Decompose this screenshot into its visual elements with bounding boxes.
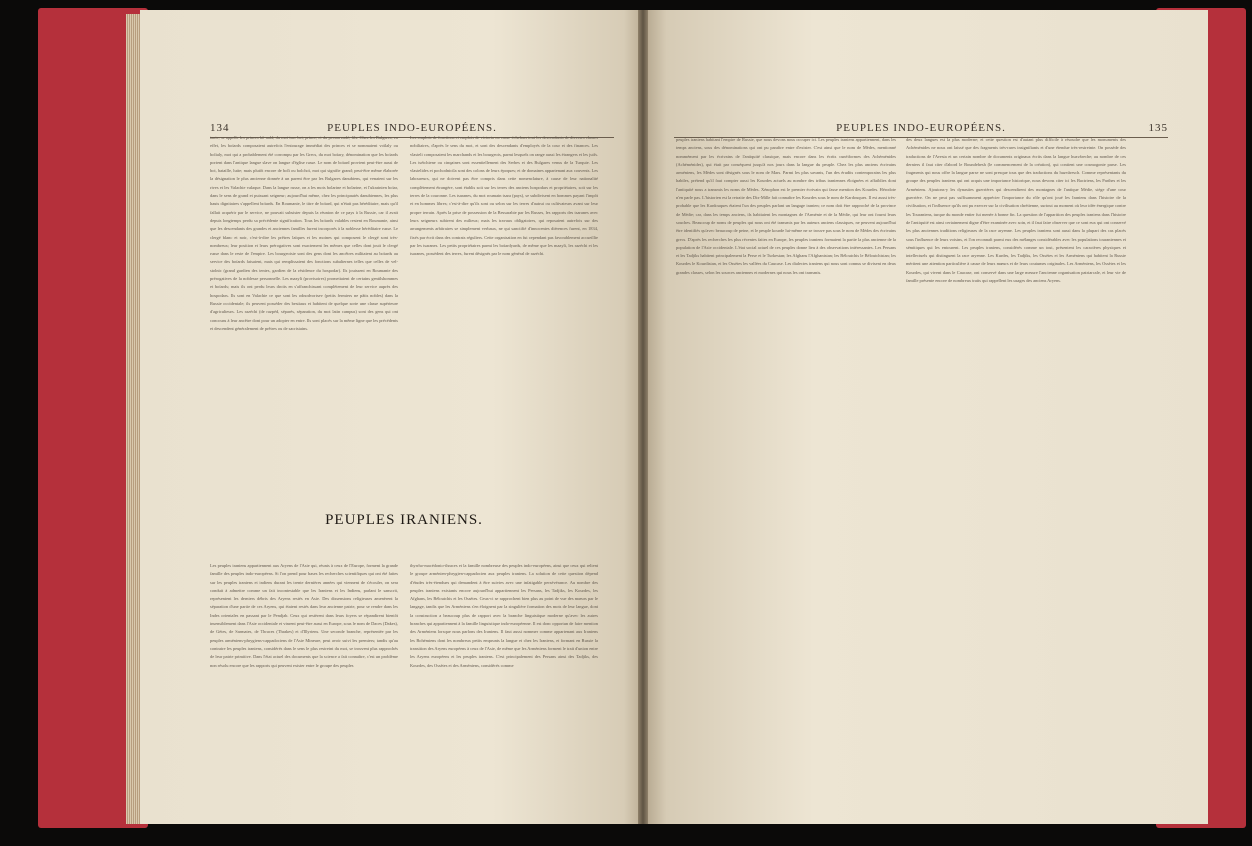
left-col1-bottom-text: Les peuples iraniens appartiennent aux Aryens de l'Asie qui, réunis à ceux de l'Europe, forment la grande famille des peuples indo-européens. Si l'on prend pour bases les recherches scientifiques qui ont été faites sur les peuples iraniens et indiens durant les trente dernières années qui viennent de s'écouler, on sera conduit à admettre comme un fait incontestable que les Iraniens et les Indiens, parlant le sanscrit, représentent les derniers débris des Aryens restés en Asie. Des dissensions religieuses amenèrent la séparation d'une partie de ces Aryens, qui étaient restés dans leur ancienne patrie, pour se rendre dans les Indes orientales en passant par le Pendjab. Ceux qui restèrent dans leurs foyers se répandirent bientôt insensiblement dans l'Asie occidentale et vinrent peut-être aussi en Europe, sous le nom de Daces (Dakes), de Gètes, de Sarmates, de Thraces (Thrakes) et d'Illyriens. Une seconde branche, représentée par les peuples arméniens-phrygiens-cappadociens de l'Asie Mineure, peut avoir suivi les premiers; tandis qu'au contraire les peuples iraniens, considérés dans le sens le plus restreint du mot, se trouvent plus rapprochés de leur patrie primitive. Dans l'état actuel des documents que la science a fait connaître, c'est un problème non résolu encore que les rapports qui peuvent exister entre le groupe des peuples [210,563,398,668]
page-number-left: 134 [210,122,230,134]
running-title-right: PEUPLES INDO-EUROPÉENS. [836,122,1006,134]
book-gutter [638,10,648,824]
running-title-left: PEUPLES INDO-EUROPÉENS. [327,122,497,134]
left-col2-bottom-text: thyrrho-macédonio-thraces et la famille nombreuse des peuples indo-européens, ainsi que ceux qui relient le groupe arménien-phrygien-cappadocien aux peuples iraniens. La solution de cette question dépend d'études très-étendues qui demandent à être suivies avec une infatigable persévérance. Au nombre des peuples iraniens existants encore aujourd'hui appartiennent les Persans, les Tadjiks, les Kourdes, les Afghans, les Béloutchis et les Ossètes. Ceux-ci se rapprochent bien plus au point de vue des mœurs par le langage, tandis que les Arméniens s'en éloignent par la singulière formation des mots de leur langue, dont la construction a beaucoup plus de rapport avec la branche linguistique moderne qu'avec les autres branches qui appartiennent à la famille linguistique indo-européenne. Il est donc opportun de faire mention des Arméniens lorsque nous parlons des Iraniens. Il faut aussi nommer comme appartenant aux Iraniens les Bohémiens dont les nombreux petits emprunts la langue et chez les Iraniens, et formant en Russie la transition des Aryens européens à ceux de l'Asie, de même que les Arméniens forment le trait d'union entre les Aryens européens et les peuples iraniens. C'est principalement des Persans ainsi des Tadjiks, des Kourdes, des Ossètes et des Arméniens, considérés comme [410,563,598,668]
left-col1-top-text: tanie; se appelle les princes bô-nald, du mot turc bei, prince, et du persan zadé, fils. Chez les Bulgares, en effet, les boïards composaient autrefois l'entourage immédiat des princes et se nommaient voïlaly ou bolialy, mot qui a probablement été corrompu par les Grecs, du mot boïary, dénomination que les boïards portent dans l'antique langue slave on langue d'église russe. Le nom de boïard provient peut-être aussi de boi, bataille, lutte; mais plutôt encore de bolï ou bolchoï, mot qui signifie grand; peut-être même élaborée la désignation le plus ancienne donnée à un parent être par les Bulgares danubiens, qui venaient sur les rives et les Valachie valaque. Dans la langue russe, on a les mots bolarine et bolarine, et l'ukrainien boïar, dans le sens de grand et puissant seigneur; aujourd'hui même, chez les principautés danubiennes, les plus hauts dignitaires s'appellent boïards. En Roumanie, le titre de boïard, qui n'était pas héréditaire, mais qu'il fallait acquérir par le service, ne pouvait subsister depuis la réunion de ce pays à la Russie, car il avait depuis longtemps perdu sa précédente signification. Tous les boïards valables restent en Roumanie, ainsi que les descendants des grandes et anciennes familles furent incorporés à la noblesse héréditaire russe. Le clergé blanc et noir, c'est-à-dire les prêtres laïques et les moines qui composent le clergé sont très-nombreux; leur position et leurs prérogatives sont exactement les mêmes que celles dont jouit le clergé russe dans le reste de l'empire. Les bourgeoisie sont des gens dont les ancêtres militaient au boïards au service des boïards faisaient, mais qui remplissaient des fonctions subalternes telles que celles de vel-stolnic (grand gardien des tentes, gardien de la résidence du hospodar). Ils jouissent en Roumanie des prérogatives de la noblesse personnelle. Les mazyli (provisoires) promettaient de certains gentilshommes et boïards; mais ils ont perdu leurs droits en s'affranchissant complètement de leur service auprès des hospodars. Ils sont en Valachie ce que sont les odnodvortsev (petits fermiers ne pâtis nobles) dans la Russie occidentale; ils peuvent posséder des bestiaux et habitent de quelque sorte une classe supérieure d'agriculteurs. Les razéchi (de razpéd, séparés, séparation, du mot latin campus) sont des gens qui ont concouru à leur ancêtre dont pour un adopter en entre. Ils sont placés sur la même ligne que les précédents et descendent généralement de prêtres ou de sacristains. [210,135,398,331]
right-col1-text: peuples iraniens habitant l'empire de Russie, que nous devons nous occuper ici. Les peuples iraniens appartiennent, dans les temps anciens, sous des dénominations qui ont pu paraître entre d'exister. C'est ainsi que le nom de Mèdes, mentionné nommément par les écrivains de l'antiquité classique, mais encore dans les écrits cunéiformes des Achéménides (Achéménides), qui était par conséquent jusqu'à nos jours dans la langue du peuple. Chez les plus anciens écrivains arméniens, les Mèdes sont désignés sous le nom de Mars. Parmi les plus savants, l'un des érudits contemporains les plus habiles, prétend qu'il faut compter aussi les Kourdes actuels au nombre des tribus iraniennes éloignées et affaiblies dont l'antiquité nous a transmis les noms de Mèdes. Xénophon est le premier écrivain qui fasse mention des Kourdes. Hérodote n'en parle pas. L'historien est la retraite des Dix-Mille fait connaître les Kourdes sous le nom de Kardouques. Il est aussi très-probable que les Kardouques étaient l'un des peuples parlant un langage iranien; ce nom doit être rapproché de la province de Médie; car, dans les temps anciens, ils habitaient les montagnes de l'Arménie et de la Médie, qui leur ont fourni leurs souches. Beaucoup de noms de peuples qui nous ont été transmis par les auteurs anciens classiques, ne peuvent aujourd'hui être identifiés qu'avec beaucoup de peine, et le peuple kourde lui-même ne se trouve pas sous le nom de Mèdes des écrivains grecs. D'après les recherches les plus récentes faites en Europe, les peuples iraniens formaient la partie la plus ancienne de la population de l'Asie occidentale. L'état social actuel de ces peuples donne lieu à des observations intéressantes. Les Persans et les Tadjiks habitent principalement la Perse et le Turkestan; les Afghans l'Afghanistan; les Béloutchis le Béloutchistan; les Kourdes le Kourdistan, et les Ossètes les vallées du Caucase. Les dialectes iraniens qui nous sont connus se divisent en deux grandes classes, selon les sources anciennes et modernes qui nous les ont transmis. [676,137,896,275]
page-number-right: 135 [1148,122,1168,134]
right-col2-text: des deux langues est la plus moderne; et cette question est d'autant plus difficile à résoudre que les monuments des Achéménides ne nous ont laissé que des fragments très-rares insignifiants et d'une étendue très-restreinte. On possède des traductions de l'Avesta et un certain nombre de documents originaux écrits dans la langue huzvâreche; au nombre de ces derniers il faut citer d'abord le Boundehesh (le commencement de la création), qui contient une cosmogonie parse. Les fragments qui nous offre la langue parse ne sont presque tous que des traductions du huzvâresch. Comme représentants du groupe des peuples iraniens qui ont acquis une importance historique, nous devons citer ici les Bactriens, les Parthes et les Arméniens. Ajoutons-y les dynasties guerrières qui descendirent des montagnes de l'antique Médie, siège d'une cour guerrière. On ne peut pas suffisamment apprécier l'importance du rôle qu'ont joué les Iraniens dans l'histoire de la civilisation, et l'influence qu'ils ont pu exercer sur la civilisation chrétienne, surtout au moment où leur idée énergique contre les Touraniens, turque du monde entier fut menée à bonne fin. La question de l'apparition des peuples iraniens dans l'histoire de l'antiquité est ainsi certainement digne d'être examinée avec soin, et il faut faire observer que ce sont eux qui ont conservé les plus anciennes traditions religieuses de la race aryenne. Les peuples iraniens sont aussi dans la plupart des cas placés sous l'influence de leurs voisins, et l'on reconnaît parmi eux des mélanges considérables avec les populations touraniennes et sémitiques qui les entourent. Les peuples iraniens, considérés comme un tout, présentent les caractères physiques et intellectuels qui distinguent la race aryenne. Les Kurdes, les Tadjiks, les Ossètes et les Arméniens qui habitent la Russie méritent une attention particulière à cause de leurs mœurs et de leurs coutumes originales. Les Arméniens, les Ossètes et les Kourdes, qui vivent dans le Caucase, ont conservé dans une large mesure l'ancienne organisation patriarcale, et leur vie de famille présente encore de nombreux traits qui rappellent les usages des anciens Aryens. [906,137,1126,284]
section-title: PEUPLES IRANIENS. [325,512,483,528]
left-col2-top-text: Les emplois de fonctions et emplois de victoria ou casse-échelons tout les descendants de diverses classes nobiliaires, d'après le sens du mot, et sont des descendants d'employés de la cour et des finances. Les vlasteli composaient les marchands et les bourgeois, parmi lesquels on range aussi les étrangers et les juifs. Les tsétchiene ou cinqaines sont essentiellement des Serbes et des Bulgares venus de la Turquie. Les vlastelides et pochodnicila sont des colons de leurs époques; et de domaines appartenant aux couvents. Les laboureurs, qui ne doivent pas être compris dans cette nomenclature, à cause de leur nationalité complètement étrangère, sont établis soit sur les terres des anciens hospodars et propriétaires, soit sur les terres de la couronne. Les tsaranes, du mot roumain tsara (pays), se subdivisent en hommes payant l'impôt et en hommes libres; c'est-à-dire qu'ils sont ou selon sur les terres d'autrui ou cultivateurs avant sur leur propre terrain. Après la prise de possession de la Bessarabie par les Russes, les rapports des tsaranes avec leurs seigneurs subirent des milieux; mais les travaux obligatoires, qui reposaient autrefois sur des arrangements arbitraires se simplement verbaux, ne qui sanctifié d'innocentes diérences furent, en 1834, fixés par écrit dans des contrats réguliers. Cette organisation en fut cependant pas favorablement accueillie par les tsaranes. Les petits propriétaires parmi les boïardyards, de même que les mazyli, les razéchi et les tsaranes, possèdent des terres, furent désignés par le nom général de razéchi. [410,135,598,257]
